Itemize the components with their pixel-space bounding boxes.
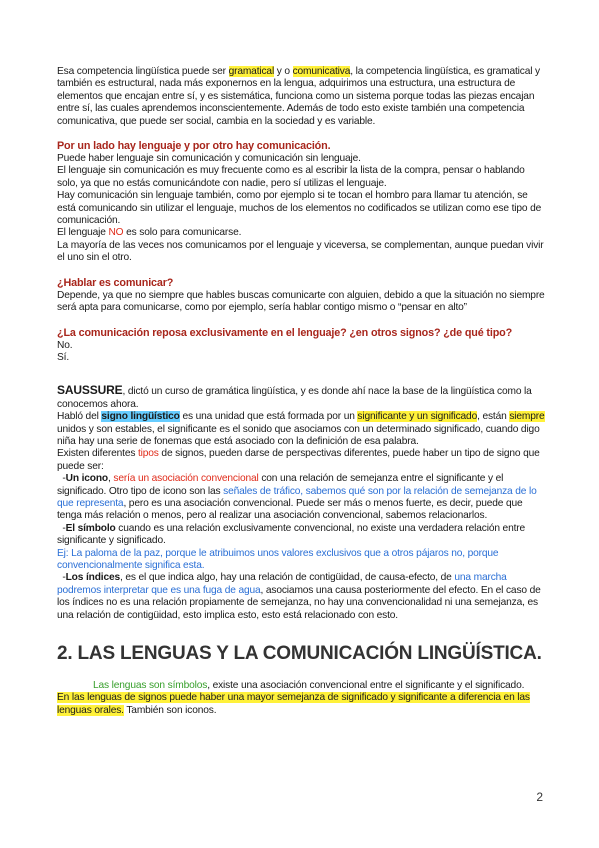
line: El lenguaje sin comunicación es muy frecuente como es al escribir la lista de la compra, pensar o hablando solo, ya que no estás comunicándote con nadie, pero sí utilizas el lenguaje. — [57, 165, 525, 189]
text: También son iconos. — [123, 704, 217, 716]
item-icono: -Un icono, sería un asociación convencional con una relación de semejanza entre el significante y el significado. Otro tipo de icono son las señales de tráfico, sabemos qué son por la relación de semejanza de lo que representa, pero es una asociación convencional. Puede ser más o menos fuerte, es decir, puede que tenga más relación o menos, pero al realizar una asociación convencional, sabemos relacionarlos. — [57, 473, 537, 522]
paragraph-competencia — [57, 66, 545, 128]
highlight-signo-linguistico: signo lingüístico — [101, 411, 180, 423]
heading-lenguaje-comunicacion: Por un lado hay lenguaje y por otro hay comunicación. — [57, 140, 331, 153]
text: cuando es una relación exclusivamente convencional, no existe una verdadera relación entre significante y significado. — [57, 522, 526, 547]
text: unidos y son estables, el significante es el sonido que asociamos con un determinado significado, cuando digo niña hay una serie de fonemas que está asociado con la definición de esa palabra. — [57, 423, 540, 447]
text: de signos, pueden darse de perspectivas diferentes, puede haber un tipo de signo que puede ser: — [57, 448, 540, 472]
text: , están — [477, 411, 510, 423]
heading-hablar-comunicar: ¿Hablar es comunicar? — [57, 276, 174, 289]
label-simbolo: El símbolo — [65, 522, 116, 534]
example-paloma: Ej: La paloma de la paz, porque le atribuimos unos valores exclusivos que a otros pájaros no, porque convencionalmente significa esta. — [57, 547, 499, 571]
emphasis-no: NO — [108, 227, 124, 239]
section-title: 2. LAS LENGUAS Y LA COMUNICACIÓN LINGÜÍSTICA. — [57, 643, 542, 665]
text: , dictó un curso de gramática lingüística, y es donde ahí nace la base de la lingüística como la conocemos ahora. — [57, 386, 532, 410]
text: , pero es una asociación convencional. Puede ser más o menos fuerte, es decir, puede que tenga más relación o menos, pero al realizar una asociación convencional, sabemos relacionarlos. — [57, 497, 523, 522]
item-simbolo: -El símbolo cuando es una relación exclusivamente convencional, no existe una verdadera relación entre significante y significado. — [57, 522, 526, 547]
emphasis-tipos: tipos — [137, 448, 159, 460]
paragraph-saussure — [57, 384, 545, 411]
highlight-lenguas-signos: En las lenguas de signos puede haber una mayor semejanza de significado y significante a diferencia en las lenguas orales. — [57, 692, 530, 716]
paragraph-lenguas-signos — [57, 692, 545, 717]
highlight-comunicativa: comunicativa — [292, 66, 351, 77]
page-number: 2 — [536, 790, 543, 804]
emphasis-simbolos: Las lenguas son símbolos — [93, 680, 208, 692]
text: es solo para comunicarse. — [123, 227, 242, 239]
text: es una unidad que está formada por un — [179, 411, 358, 423]
paragraph: Depende, ya que no siempre que hables buscas comunicarte con alguien, debido a que la situación no siempre será apta para comunicarse, como por ejemplo, sería hablar contigo mismo o “pensar en alto” — [57, 289, 545, 314]
answer: No. — [57, 339, 73, 351]
heading-comunicacion-signos: ¿La comunicación reposa exclusivamente en el lenguaje? ¿en otros signos? ¿de qué tipo? — [57, 326, 513, 339]
text: El lenguaje — [57, 227, 109, 239]
answer: Sí. — [57, 351, 70, 363]
line: La mayoría de las veces nos comunicamos por el lenguaje y viceversa, se complementan, aunque puedan vivir el uno sin el otro. — [57, 239, 544, 264]
text: , es el que indica algo, hay una relación de contigüidad, de causa-efecto, de — [120, 572, 455, 584]
line: Puede haber lenguaje sin comunicación y comunicación sin lenguaje. — [57, 153, 361, 165]
emphasis-icono: sería un asociación convencional — [113, 473, 259, 485]
paragraph-signo — [57, 411, 545, 448]
saussure-name: SAUSSURE — [57, 383, 123, 398]
text: , existe una asociación convencional entre el significante y el significado. — [207, 680, 525, 692]
line: Hay comunicación sin lenguaje también, como por ejemplo si te tocan el hombro para llamar tu atención, se está comunicando sin utilizar el lenguaje, muchos de los elementos no codificados se utilizan como ese tipo de comunicación. — [57, 190, 542, 227]
text: con una relación de semejanza entre el significante y el significado. Otro tipo de icono son las — [57, 473, 504, 497]
text: Existen diferentes — [57, 448, 138, 460]
document-page — [57, 66, 545, 717]
highlight-gramatical: gramatical — [228, 66, 275, 77]
highlight-significante-significado: significante y un significado — [357, 411, 478, 423]
paragraph-tipos — [57, 448, 545, 473]
label-icono: Un icono — [65, 473, 108, 485]
text: y o — [274, 66, 293, 77]
text: , la competencia lingüística, es gramatical y también es estructural, nada más exponernos en la lengua, adquirimos una estructura, una estructura de elementos que encajan entre sí, y es sistemática, funciona como un sistema porque todas las piezas encajan entre sí, las cuales aprendemos inconscientemente. Además de todo esto existe también una competencia comunicativa, que puede ser social, cambia en la sociedad y es variable. — [57, 66, 540, 127]
item-indices: -Los índices, es el que indica algo, hay una relación de contigüidad, de causa-efecto, de una marcha podremos interpretar que es una fuga de agua, asociamos una causa posteriormente del efecto. En el caso de los índices no es una relación propiamente de semejanza, no hay una convencionalidad ni una semejanza, es una relación de contigüidad, esto implica esto, esto está relacionado con esto. — [57, 572, 541, 621]
text: Esa competencia lingüística puede ser — [57, 66, 229, 77]
paragraph-lenguas — [57, 680, 545, 692]
text: , asociamos una causa posteriormente del efecto. En el caso de los índices no es una relación propiamente de semejanza, no hay una convencionalidad ni una semejanza, es una relación de contigüidad, esto implica esto, esto está relacionado con esto. — [57, 584, 541, 621]
example-fuga: una marcha podremos interpretar que es una fuga de agua — [57, 572, 507, 596]
example-senales: señales de tráfico, sabemos qué son por la relación de semejanza de lo que representa — [57, 485, 537, 509]
line — [57, 227, 545, 239]
highlight-siempre: siempre — [509, 411, 545, 423]
label-indices: Los índices — [65, 572, 121, 584]
text: Habló del — [57, 411, 102, 423]
